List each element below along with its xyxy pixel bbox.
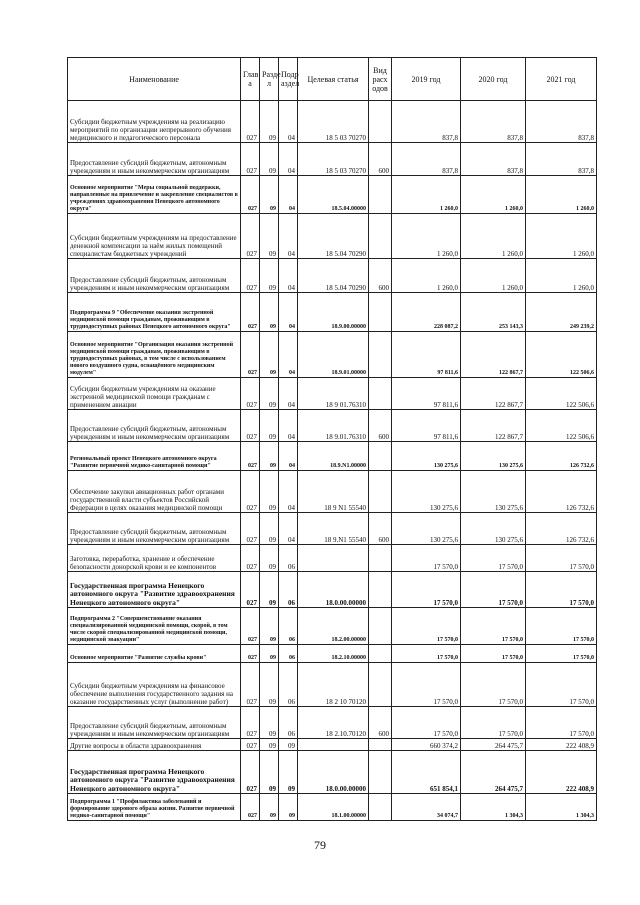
page-number: 79 bbox=[314, 838, 326, 852]
row-podrazdel: 09 bbox=[279, 751, 298, 794]
row-target: 18.9.01.00000 bbox=[298, 332, 369, 378]
row-razdel: 09 bbox=[260, 572, 279, 608]
row-2020: 122 867,7 bbox=[461, 378, 526, 410]
row-glava: 027 bbox=[241, 751, 260, 794]
row-glava: 027 bbox=[241, 410, 260, 442]
row-podrazdel: 06 bbox=[279, 608, 298, 645]
table-row bbox=[68, 214, 597, 259]
row-razdel: 09 bbox=[260, 663, 279, 707]
budget-table bbox=[67, 57, 597, 821]
row-vid bbox=[369, 101, 392, 143]
row-2021: 17 570,0 bbox=[526, 572, 597, 608]
table-row bbox=[68, 645, 597, 663]
row-2019: 1 260,0 bbox=[392, 176, 461, 214]
row-2019: 837,8 bbox=[392, 101, 461, 143]
row-2019: 97 811,6 bbox=[392, 410, 461, 442]
row-name: Основное мероприятие "Организация оказания экстренной медицинской помощи гражданам, проживающим в труднодоступных районах, в том числе с использованием нового воздушного судна, оснащённого медицинским модулем" bbox=[68, 332, 241, 378]
row-podrazdel: 04 bbox=[279, 332, 298, 378]
row-podrazdel: 04 bbox=[279, 101, 298, 143]
row-2020: 17 570,0 bbox=[461, 707, 526, 739]
row-glava: 027 bbox=[241, 663, 260, 707]
row-target: 18.0.00.00000 bbox=[298, 751, 369, 794]
row-glava: 027 bbox=[241, 442, 260, 471]
row-name: Предоставление субсидий бюджетным, автономным учреждениям и иным некоммерческим организациям bbox=[68, 143, 241, 176]
row-2021: 17 570,0 bbox=[526, 608, 597, 645]
row-razdel: 09 bbox=[260, 545, 279, 572]
row-vid bbox=[369, 471, 392, 513]
row-2021: 122 506,6 bbox=[526, 378, 597, 410]
table-row bbox=[68, 471, 597, 513]
row-vid bbox=[369, 176, 392, 214]
table-row bbox=[68, 739, 597, 751]
row-glava: 027 bbox=[241, 176, 260, 214]
row-2020: 130 275,6 bbox=[461, 471, 526, 513]
row-vid bbox=[369, 751, 392, 794]
row-vid: 600 bbox=[369, 410, 392, 442]
row-2019: 228 087,2 bbox=[392, 293, 461, 332]
row-glava: 027 bbox=[241, 332, 260, 378]
row-2020: 1 260,0 bbox=[461, 176, 526, 214]
row-target: 18 2.10.70120 bbox=[298, 707, 369, 739]
row-2020: 1 260,0 bbox=[461, 259, 526, 293]
row-razdel: 09 bbox=[260, 442, 279, 471]
row-podrazdel: 04 bbox=[279, 214, 298, 259]
row-target: 18 9 N1 55540 bbox=[298, 471, 369, 513]
row-2020: 17 570,0 bbox=[461, 572, 526, 608]
row-2020: 122 867,7 bbox=[461, 410, 526, 442]
row-2019: 17 570,0 bbox=[392, 663, 461, 707]
row-podrazdel: 04 bbox=[279, 410, 298, 442]
row-2021: 17 570,0 bbox=[526, 707, 597, 739]
row-vid bbox=[369, 645, 392, 663]
row-2019: 1 260,0 bbox=[392, 214, 461, 259]
row-name: Обеспечение закупки авиационных работ органами государственной власти субъектов Российской Федерации в целях оказания медицинской помощи bbox=[68, 471, 241, 513]
row-2019: 130 275,6 bbox=[392, 471, 461, 513]
row-razdel: 09 bbox=[260, 608, 279, 645]
row-vid bbox=[369, 293, 392, 332]
row-2021: 1 260,0 bbox=[526, 214, 597, 259]
row-2020: 264 475,7 bbox=[461, 751, 526, 794]
row-name: Заготовка, переработка, хранение и обеспечение безопасности донорской крови и ее компонентов bbox=[68, 545, 241, 572]
row-2019: 34 074,7 bbox=[392, 794, 461, 821]
row-podrazdel: 04 bbox=[279, 442, 298, 471]
table-row bbox=[68, 608, 597, 645]
row-target: 18 5 03 70270 bbox=[298, 143, 369, 176]
row-name: Субсидии бюджетным учреждениям на финансовое обеспечение выполнения государственного задания на оказание государственных услуг (выполнение работ) bbox=[68, 663, 241, 707]
row-name: Другие вопросы в области здравоохранения bbox=[68, 739, 241, 751]
table-row bbox=[68, 545, 597, 572]
row-podrazdel: 04 bbox=[279, 293, 298, 332]
header-razdel: Разде л bbox=[260, 58, 279, 101]
row-vid bbox=[369, 378, 392, 410]
row-podrazdel: 04 bbox=[279, 143, 298, 176]
row-glava: 027 bbox=[241, 293, 260, 332]
row-target: 18.5.04.00000 bbox=[298, 176, 369, 214]
row-target: 18 5.04 70290 bbox=[298, 214, 369, 259]
table-row bbox=[68, 794, 597, 821]
row-podrazdel: 06 bbox=[279, 645, 298, 663]
row-2020: 1 260,0 bbox=[461, 214, 526, 259]
row-name: Государственная программа Ненецкого автономного округа "Развитие здравоохранения Ненецкого автономного округа" bbox=[68, 572, 241, 608]
row-razdel: 09 bbox=[260, 101, 279, 143]
row-name: Основное мероприятие "Развитие службы крови" bbox=[68, 645, 241, 663]
row-razdel: 09 bbox=[260, 378, 279, 410]
header-name: Наименование bbox=[68, 58, 241, 101]
row-2021: 122 506,6 bbox=[526, 410, 597, 442]
table-row bbox=[68, 572, 597, 608]
row-2021: 122 506,6 bbox=[526, 332, 597, 378]
row-target: 18.2.10.00000 bbox=[298, 645, 369, 663]
row-razdel: 09 bbox=[260, 645, 279, 663]
row-2019: 97 811,6 bbox=[392, 378, 461, 410]
row-razdel: 09 bbox=[260, 214, 279, 259]
row-name: Региональный проект Ненецкого автономного округа "Развитие первичной медико-санитарной помощи" bbox=[68, 442, 241, 471]
row-target: 18.9.N1.00000 bbox=[298, 442, 369, 471]
row-2019: 130 275,6 bbox=[392, 442, 461, 471]
row-vid bbox=[369, 332, 392, 378]
row-target: 18.0.00.00000 bbox=[298, 572, 369, 608]
row-vid bbox=[369, 794, 392, 821]
header-podrazdel: Подр аздел bbox=[279, 58, 298, 101]
row-2021: 837,8 bbox=[526, 101, 597, 143]
row-name: Основное мероприятие "Меры социальной поддержки, направленные на привлечение и закрепление специалистов в учреждениях здравоохранения Ненецкого автономного округа" bbox=[68, 176, 241, 214]
row-glava: 027 bbox=[241, 101, 260, 143]
row-razdel: 09 bbox=[260, 143, 279, 176]
header-target: Целевая статья bbox=[298, 58, 369, 101]
row-2020: 130 275,6 bbox=[461, 442, 526, 471]
row-2019: 17 570,0 bbox=[392, 572, 461, 608]
row-glava: 027 bbox=[241, 513, 260, 545]
header-row bbox=[68, 58, 597, 101]
row-name: Субсидии бюджетным учреждениям на реализацию мероприятий по организации непрерывного обучения медицинского и педагогического персонала bbox=[68, 101, 241, 143]
row-razdel: 09 bbox=[260, 259, 279, 293]
row-glava: 027 bbox=[241, 378, 260, 410]
row-podrazdel: 09 bbox=[279, 794, 298, 821]
row-2020: 1 304,3 bbox=[461, 794, 526, 821]
row-2021: 1 260,0 bbox=[526, 176, 597, 214]
table-row bbox=[68, 707, 597, 739]
row-2021: 126 732,6 bbox=[526, 471, 597, 513]
row-target bbox=[298, 545, 369, 572]
table-row bbox=[68, 410, 597, 442]
header-2020: 2020 год bbox=[461, 58, 526, 101]
row-vid bbox=[369, 545, 392, 572]
row-2021: 17 570,0 bbox=[526, 663, 597, 707]
table-row bbox=[68, 378, 597, 410]
row-glava: 027 bbox=[241, 259, 260, 293]
row-2021: 126 732,6 bbox=[526, 513, 597, 545]
row-podrazdel: 06 bbox=[279, 545, 298, 572]
row-glava: 027 bbox=[241, 739, 260, 751]
row-2020: 122 867,7 bbox=[461, 332, 526, 378]
row-vid: 600 bbox=[369, 513, 392, 545]
row-glava: 027 bbox=[241, 471, 260, 513]
row-2021: 17 570,0 bbox=[526, 645, 597, 663]
row-glava: 027 bbox=[241, 545, 260, 572]
row-glava: 027 bbox=[241, 608, 260, 645]
table-row bbox=[68, 101, 597, 143]
table-row bbox=[68, 442, 597, 471]
table-row bbox=[68, 751, 597, 794]
row-podrazdel: 04 bbox=[279, 259, 298, 293]
table-row bbox=[68, 663, 597, 707]
row-vid: 600 bbox=[369, 143, 392, 176]
row-vid bbox=[369, 739, 392, 751]
row-name: Предоставление субсидий бюджетным, автономным учреждениям и иным некоммерческим организациям bbox=[68, 513, 241, 545]
row-podrazdel: 06 bbox=[279, 572, 298, 608]
row-2019: 837,8 bbox=[392, 143, 461, 176]
row-2021: 837,8 bbox=[526, 143, 597, 176]
row-razdel: 09 bbox=[260, 332, 279, 378]
row-2020: 17 570,0 bbox=[461, 645, 526, 663]
row-target: 18.9.00.00000 bbox=[298, 293, 369, 332]
row-razdel: 09 bbox=[260, 410, 279, 442]
row-name: Субсидии бюджетным учреждениям на оказание экстренной медицинской помощи гражданам с применением авиации bbox=[68, 378, 241, 410]
row-name: Подпрограмма 2 "Совершенствование оказания специализированной медицинской помощи, скорой, в том числе скорой специализированной медицинской помощи, медицинской эвакуации" bbox=[68, 608, 241, 645]
table-row bbox=[68, 293, 597, 332]
row-name: Субсидии бюджетным учреждениям на предоставление денежной компенсации за наём жилых помещений специалистам бюджетных учреждений bbox=[68, 214, 241, 259]
row-glava: 027 bbox=[241, 645, 260, 663]
row-2019: 130 275,6 bbox=[392, 513, 461, 545]
row-2021: 17 570,0 bbox=[526, 545, 597, 572]
row-2020: 837,8 bbox=[461, 101, 526, 143]
row-podrazdel: 06 bbox=[279, 663, 298, 707]
row-name: Предоставление субсидий бюджетным, автономным учреждениям и иным некоммерческим организациям bbox=[68, 707, 241, 739]
header-2021: 2021 год bbox=[526, 58, 597, 101]
table-row bbox=[68, 513, 597, 545]
row-razdel: 09 bbox=[260, 794, 279, 821]
row-vid: 600 bbox=[369, 259, 392, 293]
row-2020: 17 570,0 bbox=[461, 545, 526, 572]
row-name: Подпрограмма 1 "Профилактика заболеваний и формирование здорового образа жизни. Развитие первичной медико-санитарной помощи" bbox=[68, 794, 241, 821]
row-glava: 027 bbox=[241, 572, 260, 608]
row-razdel: 09 bbox=[260, 707, 279, 739]
row-target: 18 2 10 70120 bbox=[298, 663, 369, 707]
row-vid bbox=[369, 608, 392, 645]
row-glava: 027 bbox=[241, 794, 260, 821]
row-2021: 126 732,6 bbox=[526, 442, 597, 471]
row-razdel: 09 bbox=[260, 513, 279, 545]
row-2019: 17 570,0 bbox=[392, 707, 461, 739]
row-glava: 027 bbox=[241, 143, 260, 176]
row-vid bbox=[369, 214, 392, 259]
row-2021: 1 260,0 bbox=[526, 259, 597, 293]
row-podrazdel: 04 bbox=[279, 471, 298, 513]
row-2020: 17 570,0 bbox=[461, 663, 526, 707]
row-podrazdel: 06 bbox=[279, 707, 298, 739]
row-2019: 97 811,6 bbox=[392, 332, 461, 378]
row-2020: 130 275,6 bbox=[461, 513, 526, 545]
row-podrazdel: 04 bbox=[279, 378, 298, 410]
row-2020: 264 475,7 bbox=[461, 739, 526, 751]
row-name: Предоставление субсидий бюджетным, автономным учреждениям и иным некоммерческим организациям bbox=[68, 259, 241, 293]
row-vid bbox=[369, 663, 392, 707]
row-2020: 253 143,3 bbox=[461, 293, 526, 332]
row-razdel: 09 bbox=[260, 293, 279, 332]
header-glava: Глав а bbox=[241, 58, 260, 101]
row-target: 18 9.01.76310 bbox=[298, 410, 369, 442]
row-target: 18.2.00.00000 bbox=[298, 608, 369, 645]
row-vid bbox=[369, 442, 392, 471]
row-razdel: 09 bbox=[260, 739, 279, 751]
table-row bbox=[68, 176, 597, 214]
row-2019: 651 854,1 bbox=[392, 751, 461, 794]
table-row bbox=[68, 259, 597, 293]
row-podrazdel: 04 bbox=[279, 176, 298, 214]
header-2019: 2019 год bbox=[392, 58, 461, 101]
row-vid: 600 bbox=[369, 707, 392, 739]
row-2021: 1 304,3 bbox=[526, 794, 597, 821]
table-row bbox=[68, 332, 597, 378]
row-podrazdel: 04 bbox=[279, 513, 298, 545]
row-name: Подпрограмма 9 "Обеспечение оказания экстренной медицинской помощи гражданам, проживающим в труднодоступных районах Ненецкого автономного округа" bbox=[68, 293, 241, 332]
row-razdel: 09 bbox=[260, 751, 279, 794]
row-name: Государственная программа Ненецкого автономного округа "Развитие здравоохранения Ненецкого автономного округа" bbox=[68, 751, 241, 794]
row-target: 18 5.04 70290 bbox=[298, 259, 369, 293]
row-2020: 837,8 bbox=[461, 143, 526, 176]
row-2019: 17 570,0 bbox=[392, 645, 461, 663]
row-target: 18 5 03 70270 bbox=[298, 101, 369, 143]
row-2021: 249 239,2 bbox=[526, 293, 597, 332]
row-glava: 027 bbox=[241, 707, 260, 739]
row-2021: 222 408,9 bbox=[526, 739, 597, 751]
row-target: 18 9 01.76310 bbox=[298, 378, 369, 410]
row-target: 18 9.N1 55540 bbox=[298, 513, 369, 545]
table-row bbox=[68, 143, 597, 176]
row-name: Предоставление субсидий бюджетным, автономным учреждениям и иным некоммерческим организациям bbox=[68, 410, 241, 442]
row-razdel: 09 bbox=[260, 176, 279, 214]
row-2019: 17 570,0 bbox=[392, 545, 461, 572]
row-2021: 222 408,9 bbox=[526, 751, 597, 794]
row-podrazdel: 09 bbox=[279, 739, 298, 751]
row-razdel: 09 bbox=[260, 471, 279, 513]
row-target bbox=[298, 739, 369, 751]
row-target: 18.1.00.00000 bbox=[298, 794, 369, 821]
row-2020: 17 570,0 bbox=[461, 608, 526, 645]
row-glava: 027 bbox=[241, 214, 260, 259]
row-2019: 17 570,0 bbox=[392, 608, 461, 645]
row-vid bbox=[369, 572, 392, 608]
row-2019: 660 374,2 bbox=[392, 739, 461, 751]
header-vid: Вид расх одов bbox=[369, 58, 392, 101]
row-2019: 1 260,0 bbox=[392, 259, 461, 293]
